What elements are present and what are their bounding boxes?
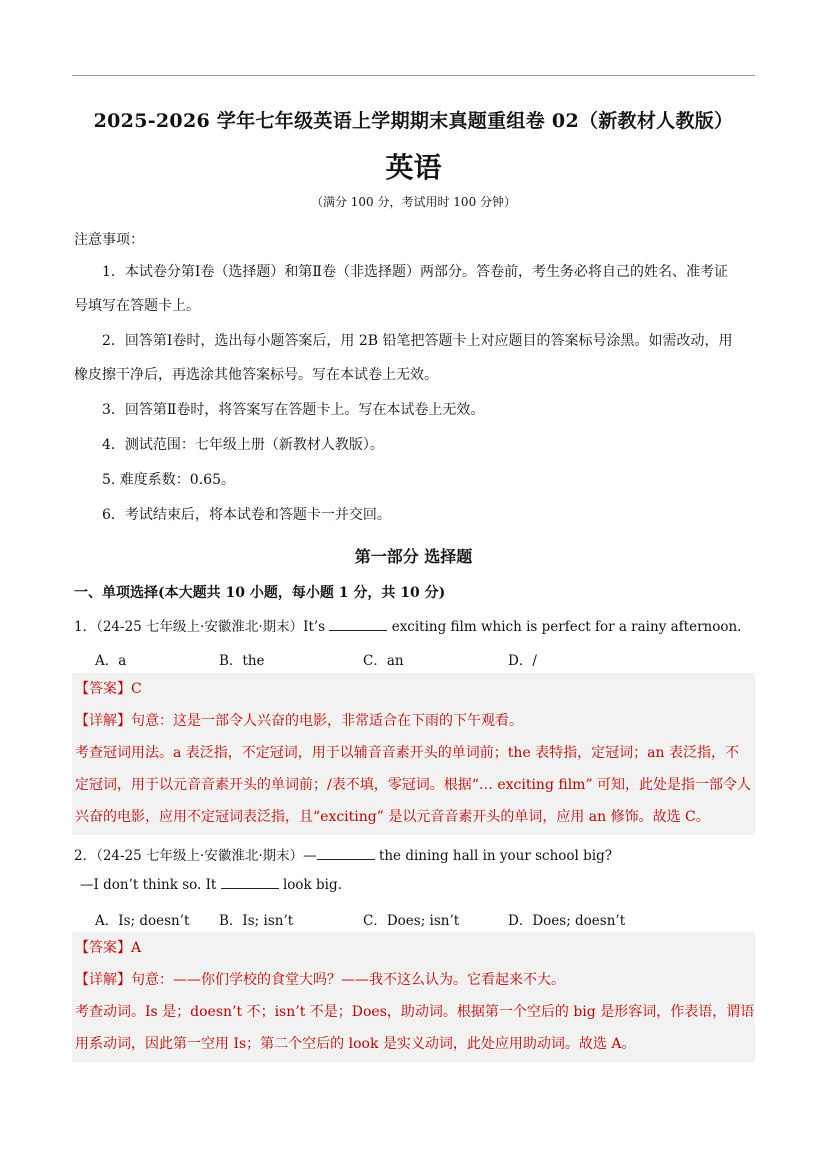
explanation-line: 定冠词，用于以元音音素开头的单词前；/表不填，零冠词。根据“… exciting film” 可知，此处是指一部令人	[75, 777, 752, 793]
option-a: A．a	[95, 653, 127, 669]
exam-title: 2025-2026 学年七年级英语上学期期末真题重组卷 02（新教材人教版）	[93, 110, 734, 132]
option-d: D．/	[508, 653, 537, 669]
answer-line: 【答案】C	[75, 681, 142, 697]
notice-item-2: 2．回答第Ⅰ卷时，选出每小题答案后，用 2B 铅笔把答题卡上对应题目的答案标号涂黑。如需改动，用 橡皮擦干净后，再选涂其他答案标号。写在本试卷上无效。	[74, 333, 733, 383]
question-2-answer-box	[72, 932, 755, 1062]
score-note: （满分 100 分，考试用时 100 分钟）	[310, 195, 517, 209]
option-b: B．Is; isn’t	[219, 913, 294, 929]
explanation-line: 考查动词。Is 是；doesn’t 不；isn’t 不是；Does，助动词。根据第一个空后的 big 是形容词，作表语，谓语	[75, 1004, 755, 1020]
answer-line: 【答案】A	[75, 940, 142, 956]
question-2-response: —I don’t think so. It look big.	[80, 877, 342, 893]
notice-item-1: 1．本试卷分第Ⅰ卷（选择题）和第Ⅱ卷（非选择题）两部分。答卷前，考生务必将自己的姓名、准考证 号填写在答题卡上。	[74, 264, 728, 314]
detail-line: 【详解】句意：——你们学校的食堂大吗？——我不这么认为。它看起来不大。	[75, 972, 565, 988]
notice-item-3: 3．回答第Ⅱ卷时，将答案写在答题卡上。写在本试卷上无效。	[102, 402, 485, 418]
question-1-stem: 1．（24-25 七年级上·安徽淮北·期末）It’s exciting film which is perfect for a rainy afternoon.	[74, 619, 742, 635]
option-b: B．the	[219, 653, 265, 669]
explanation-line: 用系动词，因此第一空用 Is；第二个空后的 look 是实义动词，此处应用助动词。故选 A。	[75, 1036, 636, 1052]
subject-heading: 英语	[385, 151, 442, 184]
answer-blank	[329, 618, 387, 631]
explanation-line: 考查冠词用法。a 表泛指，不定冠词，用于以辅音音素开头的单词前；the 表特指，定冠词；an 表泛指，不	[75, 745, 739, 761]
question-2-stem: 2．（24-25 七年级上·安徽淮北·期末）— the dining hall in your school big?	[74, 848, 612, 864]
notice-heading: 注意事项：	[74, 232, 144, 248]
option-a: A．Is; doesn’t	[95, 913, 190, 929]
option-c: C．an	[363, 653, 404, 669]
question-1-answer-box	[72, 673, 755, 835]
answer-blank	[221, 876, 279, 889]
answer-blank	[317, 847, 375, 860]
part-title: 第一部分 选择题	[354, 547, 473, 566]
notice-item-6: 6．考试结束后，将本试卷和答题卡一并交回。	[102, 507, 391, 523]
explanation-line: 兴奋的电影，应用不定冠词表泛指，且“exciting” 是以元音音素开头的单词，应用 an 修饰。故选 C。	[75, 809, 710, 825]
detail-line: 【详解】句意：这是一部令人兴奋的电影，非常适合在下雨的下午观看。	[75, 713, 523, 729]
notice-item-4: 4．测试范围：七年级上册（新教材人教版）。	[102, 437, 384, 453]
section-title: 一、单项选择(本大题共 10 小题，每小题 1 分，共 10 分)	[74, 585, 446, 601]
option-c: C．Does; isn’t	[363, 913, 460, 929]
option-d: D．Does; doesn’t	[508, 913, 626, 929]
header-rule	[72, 75, 755, 76]
notice-item-5: 5. 难度系数：0.65。	[102, 472, 235, 488]
